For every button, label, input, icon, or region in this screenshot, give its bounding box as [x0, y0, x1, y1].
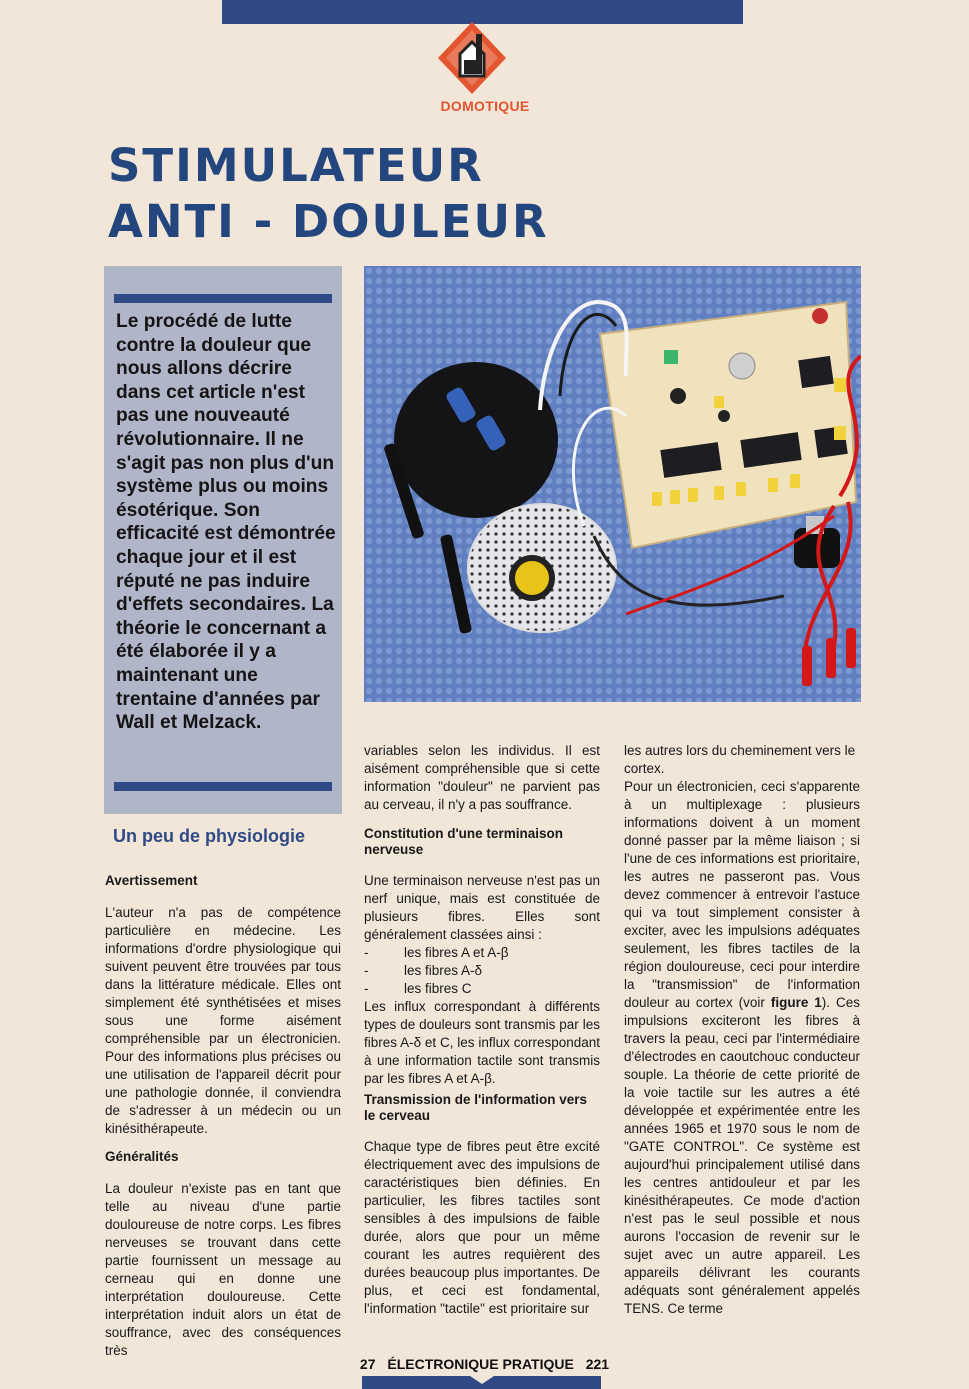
figure-reference: figure 1 [770, 995, 822, 1010]
column-1 [105, 872, 341, 1360]
paragraph-cortex: les autres lors du cheminement vers le cortex. [624, 743, 856, 776]
paragraph-constitution: Une terminaison nerveuse n'est pas un nerf unique, mais est constituée de plusieurs fibres. Elles sont généralement classées ainsi : [364, 873, 600, 942]
rubric-label: DOMOTIQUE [440, 98, 530, 114]
page-title [108, 138, 549, 250]
magazine-name: ÉLECTRONIQUE PRATIQUE [387, 1356, 574, 1372]
subheading-avertissement: Avertissement [105, 873, 198, 888]
subheading-constitution: Constitution d'une terminaison nerveuse [364, 826, 563, 857]
list-item: - les fibres C [364, 981, 472, 996]
paragraph-influx: Les influx correspondant à différents types de douleurs sont transmis par les fibres A-δ et C, les influx correspondant à une information tactile sont transmis par les fibres A et A-β. [364, 999, 600, 1086]
paragraph-multiplexage: Pour un électronicien, ceci s'apparente à un multiplexage : plusieurs informations doivent à un moment donné passer par la même liaison ; si l'une de ces informations est prioritaire, les autres ne passeront pas. Vous devez commencer à entrevoir l'astuce qui va tout simplement consister à exciter, avec les impulsions adéquates seulement, les fibres tactiles de la région douloureuse, ceci pour interdire la "transmission" de l'information douleur au cortex (voir figure 1). Ces impulsions exciteront les fibres à travers la peau, ceci par l'intermédiaire d'électrodes en caoutchouc conducteur souple. La théorie de cette priorité de la voie tactile sur les autres a été développée et expérimentée entre les années 1965 et 1970 sous le nom de "GATE CONTROL". Ce système est aujourd'hui principalement utilisé dans les centres antidouleur et par les kinésithérapeutes. Ce mode d'action n'est pas le seul possible et nous aurons l'occasion de revenir sur le sujet avec un autre appareil. Les appareils délivrant les courants adéquats sont généralement appelés TENS. Ce terme [624, 779, 860, 1316]
intro-bar-bottom [114, 782, 332, 791]
house-logo-icon [436, 20, 508, 98]
page-number: 27 [359, 1356, 376, 1372]
intro-bar-top [114, 294, 332, 303]
paragraph-avertissement: L'auteur n'a pas de compétence particulière en médecine. Les informations d'ordre physiologique qui suivent peuvent être trouvées par tous dans la littérature médicale. Elles ont simplement été synthétisées et mises sous une forme aisément compréhensible par un électronicien. Pour des informations plus précises ou une utilisation de l'appareil décrit pour une pathologie donnée, il conviendra de s'adresser à un médecin ou un kinésithérapeute. [105, 905, 341, 1136]
paragraph-transmission: Chaque type de fibres peut être excité électriquement avec des impulsions de caractéristiques bien définies. En particulier, les fibres tactiles sont sensibles à des impulsions de faible durée, alors que pour un même courant les autres requièrent des durées beaucoup plus importantes. De plus, et ceci est fondamental, l'information "tactile" est prioritaire sur [364, 1139, 600, 1316]
section-title: Un peu de physiologie [113, 826, 306, 846]
paragraph-generalites: La douleur n'existe pas en tant que telle au niveau d'une partie douloureuse de notre corps. Les fibres nerveuses se trouvant dans cette partie fournissent un message au cerneau qui en donne une interprétation douloureuse. Cette interprétation induit alors un état de souffrance, avec des conséquences très [105, 1181, 341, 1358]
intro-text: Le procédé de lutte contre la douleur que nous allons décrire dans cet article n'est pas une nouveauté révolutionnaire. Il ne s'agit pas non plus d'un système plus ou moins ésotérique. Son efficacité est démontrée chaque jour et il est réputé ne pas induire d'effets secondaires. La théorie le concernant a été élaborée il y a maintenant une trentaine d'années par Wall et Melzack. [116, 311, 336, 734]
title-line-1: STIMULATEUR [108, 139, 484, 192]
column-2 [364, 742, 600, 1318]
title-line-2: ANTI - DOULEUR [108, 195, 549, 248]
circuit-board-photo [364, 266, 861, 702]
list-item: - les fibres A-δ [364, 963, 483, 978]
subheading-transmission: Transmission de l'information vers le cerveau [364, 1092, 588, 1123]
column-3 [624, 742, 860, 1318]
page-footer [0, 1356, 969, 1372]
bottom-notch [470, 1376, 494, 1384]
issue-number: 221 [585, 1356, 610, 1372]
subheading-generalites: Généralités [105, 1149, 179, 1164]
intro-box [104, 266, 342, 814]
list-item: - les fibres A et A-β [364, 945, 509, 960]
paragraph-continuation: variables selon les individus. Il est aisément compréhensible que si cette information "douleur" ne parvient pas au cerveau, il n'y a pas souffrance. [364, 743, 600, 812]
